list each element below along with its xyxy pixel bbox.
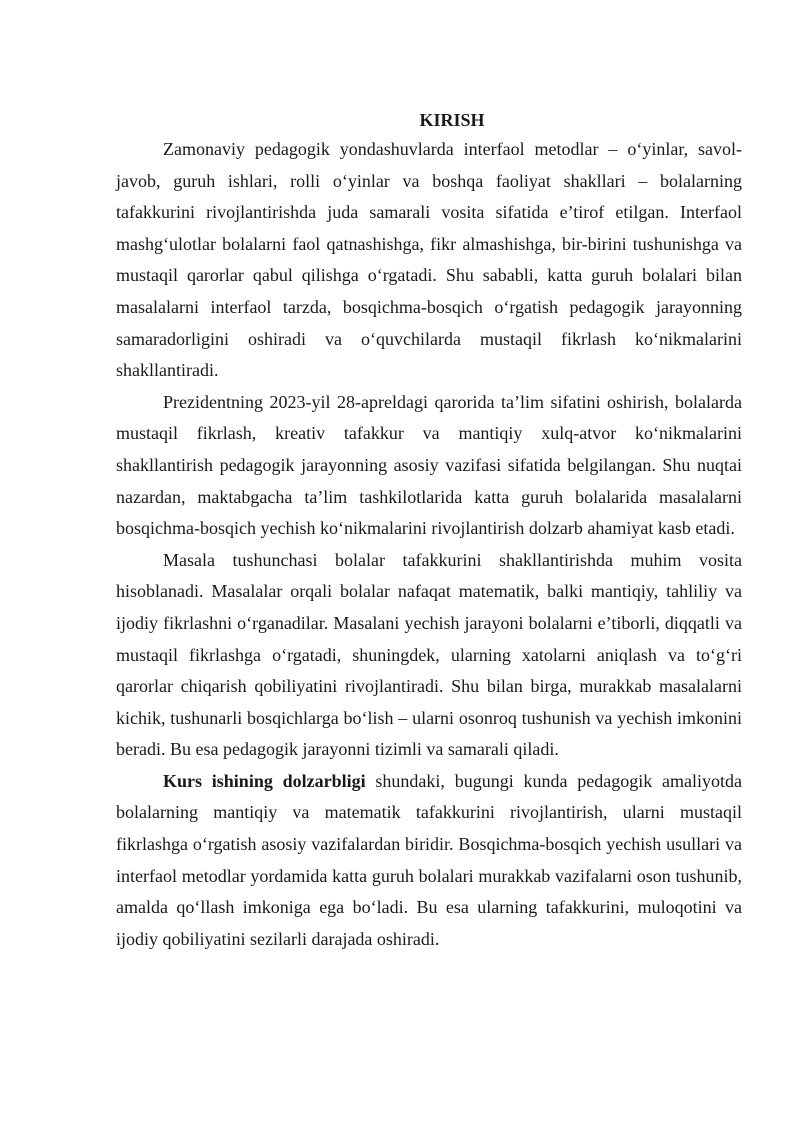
paragraph-problem-concept: Masala tushunchasi bolalar tafakkurini shakllantirishda muhim vosita hisoblanadi. Masalalar orqali bolalar nafaqat matematik, balki mantiqiy, tahliliy va ijodiy fikrlashni o‘rganadilar. Masalani yechish jarayoni bolalarni e’tiborli, diqqatli va mustaqil fikrlashga o‘rgatadi, shuningdek, ularning xatolarni aniqlash va to‘g‘ri qarorlar chiqarish qobiliyatini rivojlantiradi. Shu bilan birga, murakkab masalalarni kichik, tushunarli bosqichlarga bo‘lish – ularni osonroq tushunish va yechish imkonini beradi. Bu esa pedagogik jarayonni tizimli va samarali qiladi.: [116, 549, 742, 760]
relevance-text: shundaki, bugungi kunda pedagogik amaliyotda bolalarning mantiqiy va matematik tafakkurini rivojlantirish, ularni mustaqil fikrlashga o‘rgatish asosiy vazifalardan biridir. Bosqichma-bosqich yechish usullari va interfaol metodlar yordamida katta guruh bolalari murakkab vazifalarni oson tushunib, amalda qo‘llash imkoniga ega bo‘ladi. Bu esa ularning tafakkurini, muloqotini va ijodiy qobiliyatini sezilarli darajada oshiradi.: [116, 770, 742, 949]
paragraph-relevance: [116, 766, 742, 956]
relevance-lead: Kurs ishining dolzarbligi: [163, 770, 366, 791]
section-title: KIRISH: [419, 110, 485, 130]
document-body: [116, 108, 742, 955]
paragraph-decree: Prezidentning 2023-yil 28-apreldagi qarorida ta’lim sifatini oshirish, bolalarda mustaqil fikrlash, kreativ tafakkur va mantiqiy xulq-atvor ko‘nikmalarini shakllantirish pedagogik jarayonning asosiy vazifasi sifatida belgilangan. Shu nuqtai nazardan, maktabgacha ta’lim tashkilotlarida katta guruh bolalarida masalalarni bosqichma-bosqich yechish ko‘nikmalarini rivojlantirish dolzarb ahamiyat kasb etadi.: [116, 391, 742, 539]
paragraph-intro: Zamonaviy pedagogik yondashuvlarda interfaol metodlar – o‘yinlar, savol-javob, guruh ishlari, rolli o‘yinlar va boshqa faoliyat shakllari – bolalarning tafakkurini rivojlantirishda juda samarali vosita sifatida e’tirof etilgan. Interfaol mashg‘ulotlar bolalarni faol qatnashishga, fikr almashishga, bir-birini tushunishga va mustaqil qarorlar qabul qilishga o‘rgatadi. Shu sababli, katta guruh bolalari bilan masalalarni interfaol tarzda, bosqichma-bosqich o‘rgatish pedagogik jarayonning samaradorligini oshiradi va o‘quvchilarda mustaqil fikrlash ko‘nikmalarini shakllantiradi.: [116, 139, 742, 381]
